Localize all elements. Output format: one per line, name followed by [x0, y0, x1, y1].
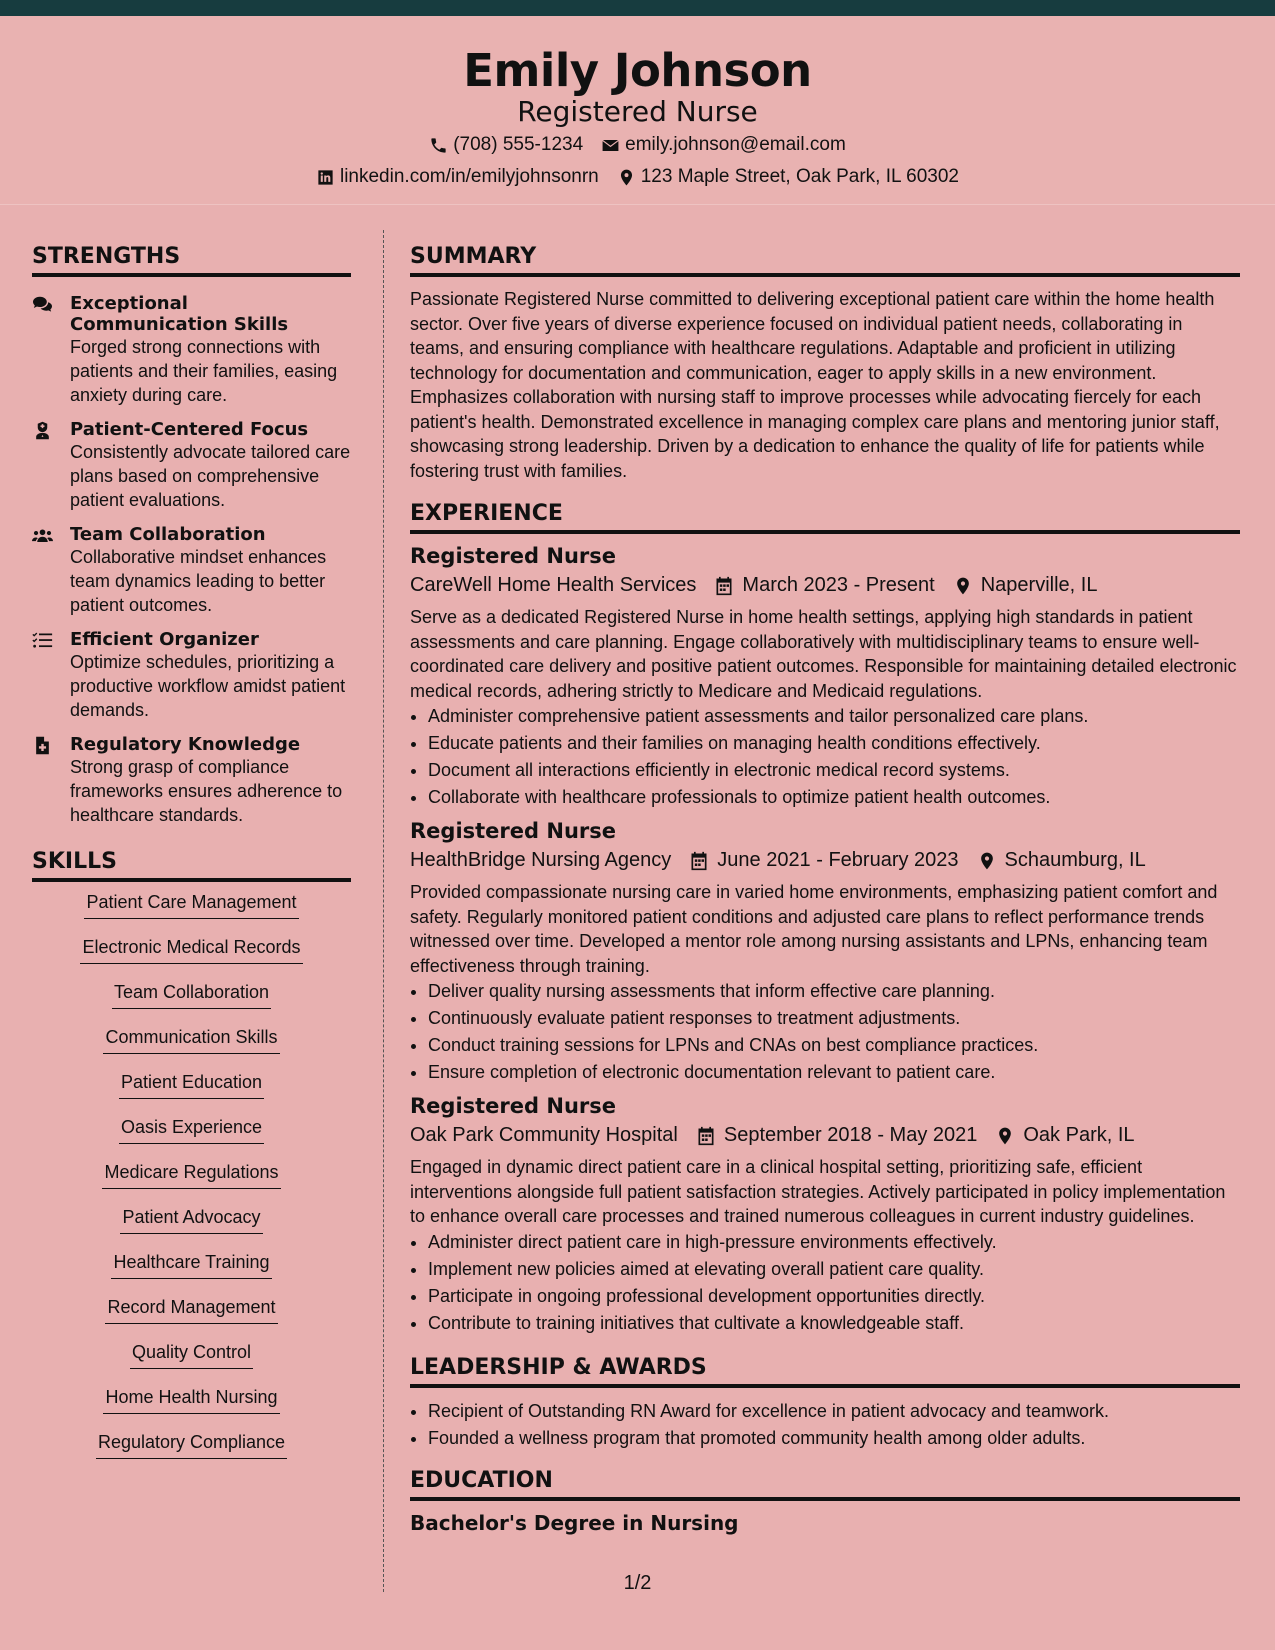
skills-list — [32, 892, 351, 1477]
right-column — [410, 244, 1240, 1535]
left-column — [32, 244, 351, 1477]
job-bullets — [410, 978, 1240, 1086]
job-description: Provided compassionate nursing care in varied home environments, emphasizing patient comfort and safety. Regularly monitored patient conditions and adjusted care plans to reflect performance trends witnessed over time. Developed a mentor role among nursing assistants and LPNs, enhancing team effectiveness through training. — [410, 882, 1218, 976]
strength-title: Team Collaboration — [70, 524, 266, 545]
list-item: • Document all interactions efficiently in electronic medical record systems. — [428, 757, 1240, 784]
calendar-icon — [696, 1126, 716, 1146]
candidate-title: Registered Nurse — [517, 95, 758, 128]
job-company: CareWell Home Health Services — [410, 574, 697, 596]
job-entry — [410, 1094, 1240, 1337]
map-pin-icon — [995, 1126, 1015, 1146]
skill-tag: Healthcare Training — [111, 1252, 271, 1279]
file-medical-icon — [32, 736, 53, 755]
job-company: Oak Park Community Hospital — [410, 1124, 678, 1146]
phone-text: (708) 555-1234 — [453, 134, 584, 155]
job-meta — [410, 1124, 1240, 1147]
skill-tag: Quality Control — [130, 1342, 253, 1369]
calendar-icon — [714, 576, 734, 596]
skill-tag: Team Collaboration — [112, 982, 271, 1009]
job-location: Schaumburg, IL — [1004, 849, 1146, 871]
strength-title: Exceptional Communication Skills — [70, 293, 289, 335]
job-dates: June 2021 - February 2023 — [717, 849, 959, 871]
strength-desc: Collaborative mindset enhances team dynamics leading to better patient outcomes. — [70, 547, 327, 615]
list-item: • Administer direct patient care in high-pressure environments effectively. — [428, 1229, 1240, 1256]
strength-title: Regulatory Knowledge — [70, 734, 301, 755]
skill-tag: Oasis Experience — [119, 1117, 264, 1144]
contact-row-1 — [0, 134, 1275, 156]
strength-desc: Consistently advocate tailored care plans based on comprehensive patient evaluations. — [70, 442, 351, 510]
skill-tag: Home Health Nursing — [103, 1387, 279, 1414]
skill-tag: Electronic Medical Records — [80, 937, 302, 964]
education-degree: Bachelor's Degree in Nursing — [410, 1510, 739, 1535]
list-item: • Implement new policies aimed at elevating overall patient care quality. — [428, 1256, 1240, 1283]
job-title: Registered Nurse — [410, 544, 616, 568]
job-dates: September 2018 - May 2021 — [723, 1124, 978, 1146]
nurse-icon — [32, 421, 53, 440]
job-bullets — [410, 703, 1240, 811]
list-item: • Contribute to training initiatives that cultivate a knowledgeable staff. — [428, 1310, 1240, 1337]
strength-title: Patient-Centered Focus — [70, 419, 309, 440]
list-item: • Recipient of Outstanding RN Award for excellence in patient advocacy and teamwork. — [428, 1398, 1240, 1425]
list-item: • Administer comprehensive patient assessments and tailor personalized care plans. — [428, 703, 1240, 730]
strengths-heading: STRENGTHS — [32, 244, 351, 277]
strength-desc: Forged strong connections with patients and their families, easing anxiety during care. — [70, 337, 338, 405]
job-description: Serve as a dedicated Registered Nurse in home health settings, applying high standards in patient assessments and care planning. Engage collaboratively with multidisciplinary teams to ensure well-coordinated care delivery and positive patient outcomes. Responsible for maintaining detailed electronic medical records, adhering strictly to Medicare and Medicaid regulations. — [410, 607, 1237, 701]
summary-text: Passionate Registered Nurse committed to delivering exceptional patient care within the home health sector. Over five years of diverse experience focused on individual patient needs, collaborating in teams, and ensuring compliance with healthcare regulations. Adaptable and proficient in utilizing technology for documentation and communication, eager to apply skills in a new environment. Emphasizes collaboration with nursing staff to improve processes while advocating fiercely for each patient's health. Demonstrated excellence in managing complex care plans and mentoring junior staff, showcasing strong leadership. Driven by a dedication to enhance the quality of life for patients while fostering trust with families. — [410, 289, 1220, 481]
job-title: Registered Nurse — [410, 819, 616, 843]
summary-heading: SUMMARY — [410, 244, 1240, 277]
list-item: • Collaborate with healthcare professionals to optimize patient health outcomes. — [428, 784, 1240, 811]
skill-tag: Patient Education — [119, 1072, 264, 1099]
education-heading: EDUCATION — [410, 1468, 1240, 1501]
strength-item — [32, 419, 351, 512]
calendar-icon — [689, 851, 709, 871]
top-bar — [0, 0, 1275, 16]
list-item: • Conduct training sessions for LPNs and CNAs on best compliance practices. — [428, 1032, 1240, 1059]
address-contact — [617, 166, 959, 188]
map-pin-icon — [977, 851, 997, 871]
experience-heading: EXPERIENCE — [410, 501, 1240, 534]
job-meta — [410, 849, 1240, 872]
job-entry — [410, 544, 1240, 811]
list-item: • Continuously evaluate patient responses to treatment adjustments. — [428, 1005, 1240, 1032]
linkedin-contact[interactable] — [316, 166, 599, 188]
job-location: Oak Park, IL — [1023, 1124, 1135, 1146]
linkedin-icon — [316, 168, 335, 187]
skill-tag: Medicare Regulations — [102, 1162, 280, 1189]
phone-icon — [429, 136, 448, 155]
map-pin-icon — [617, 168, 636, 187]
phone-contact — [429, 134, 583, 156]
candidate-name: Emily Johnson — [463, 44, 812, 97]
awards-list — [410, 1398, 1240, 1452]
job-bullets — [410, 1229, 1240, 1337]
awards-heading: LEADERSHIP & AWARDS — [410, 1355, 1240, 1388]
list-item: • Educate patients and their families on managing health conditions effectively. — [428, 730, 1240, 757]
strength-desc: Strong grasp of compliance frameworks ensures adherence to healthcare standards. — [70, 757, 343, 825]
contact-row-2 — [0, 166, 1275, 188]
job-location: Naperville, IL — [980, 574, 1098, 596]
linkedin-text[interactable]: linkedin.com/in/emilyjohnsonrn — [339, 166, 599, 187]
page-number: 1/2 — [623, 1572, 652, 1594]
skill-tag: Regulatory Compliance — [96, 1432, 287, 1459]
list-item: • Founded a wellness program that promoted community health among older adults. — [428, 1425, 1240, 1452]
strength-desc: Optimize schedules, prioritizing a productive workflow amidst patient demands. — [70, 652, 346, 720]
strength-item — [32, 293, 351, 407]
map-pin-icon — [953, 576, 973, 596]
resume-header — [0, 16, 1275, 205]
strength-item — [32, 524, 351, 617]
list-check-icon — [32, 631, 53, 650]
skill-tag: Record Management — [105, 1297, 277, 1324]
users-icon — [32, 526, 53, 545]
strength-item — [32, 629, 351, 722]
list-item: • Participate in ongoing professional development opportunities directly. — [428, 1283, 1240, 1310]
skills-heading: SKILLS — [32, 849, 351, 882]
column-divider — [383, 230, 384, 1592]
job-title: Registered Nurse — [410, 1094, 616, 1118]
job-entry — [410, 819, 1240, 1086]
skill-tag: Patient Advocacy — [120, 1207, 262, 1234]
job-company: HealthBridge Nursing Agency — [410, 849, 672, 871]
email-contact[interactable] — [601, 134, 846, 156]
skill-tag: Communication Skills — [103, 1027, 279, 1054]
strength-item — [32, 734, 351, 827]
job-description: Engaged in dynamic direct patient care in a clinical hospital setting, prioritizing safe, efficient interventions alongside full patient satisfaction strategies. Actively participated in policy implementation to enhance overall care processes and trained numerous colleagues in current industry guidelines. — [410, 1157, 1226, 1226]
list-item: • Deliver quality nursing assessments that inform effective care planning. — [428, 978, 1240, 1005]
envelope-icon — [601, 136, 620, 155]
strength-title: Efficient Organizer — [70, 629, 259, 650]
job-meta — [410, 574, 1240, 597]
comments-icon — [32, 295, 53, 314]
address-text: 123 Maple Street, Oak Park, IL 60302 — [640, 166, 959, 187]
list-item: • Ensure completion of electronic documentation relevant to patient care. — [428, 1059, 1240, 1086]
job-dates: March 2023 - Present — [742, 574, 935, 596]
email-text[interactable]: emily.johnson@email.com — [625, 134, 846, 155]
skill-tag: Patient Care Management — [84, 892, 298, 919]
